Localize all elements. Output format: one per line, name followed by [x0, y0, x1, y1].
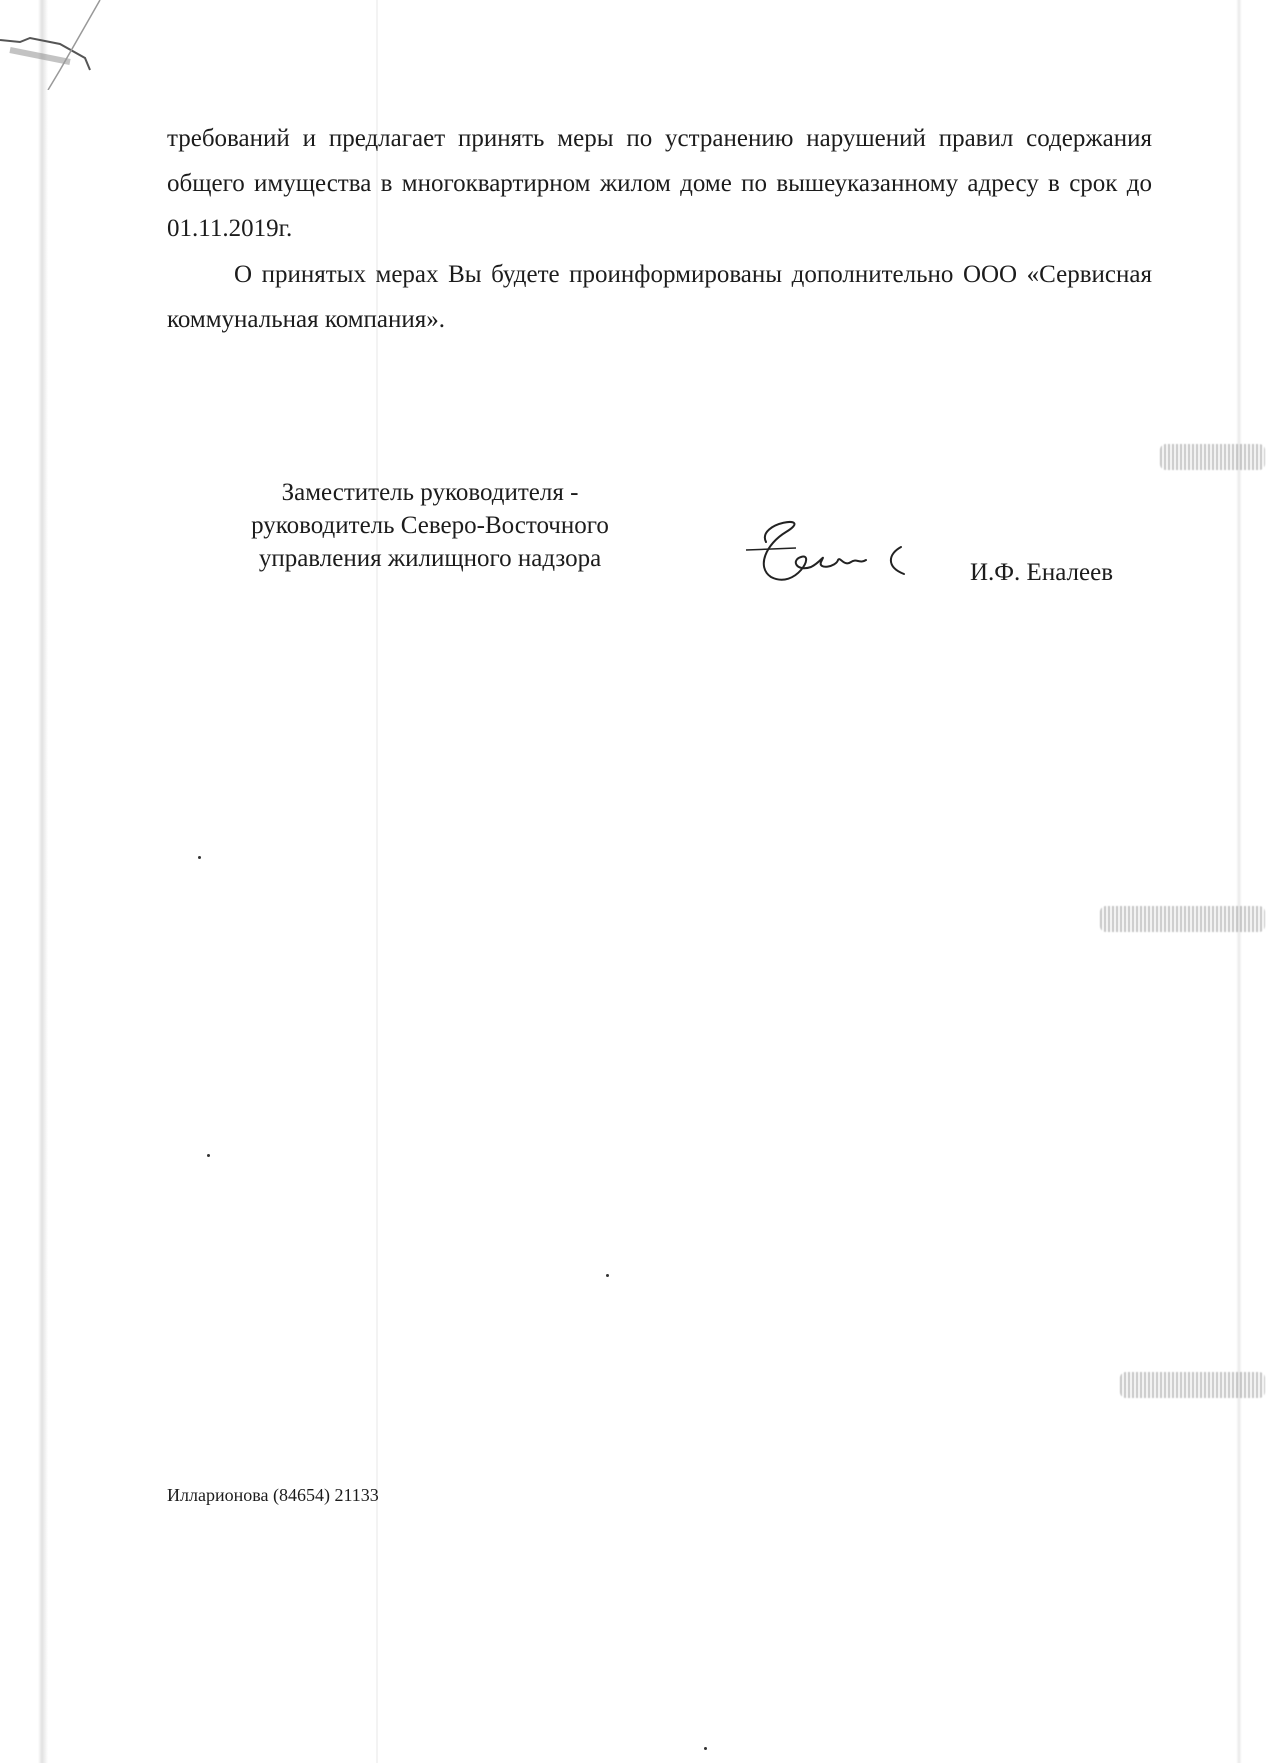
- scan-speck: [606, 1274, 609, 1277]
- scan-smudge: [1160, 444, 1265, 470]
- executor-contact: Илларионова (84654) 21133: [167, 1485, 379, 1505]
- letter-paragraph: О принятых мерах Вы будете проинформированы дополнительно ООО «Сервисная коммунальная компания».: [167, 261, 1152, 333]
- scan-speck: [207, 1154, 210, 1157]
- scan-smudge: [1100, 906, 1265, 932]
- scan-smudge: [1120, 1372, 1265, 1398]
- signer-name: И.Ф. Еналеев: [970, 559, 1113, 586]
- scan-speck: [704, 1747, 707, 1750]
- handwritten-signature-icon: [726, 512, 916, 592]
- signer-position-line: руководитель Северо-Восточного: [251, 512, 609, 539]
- signer-position-line: Заместитель руководителя -: [281, 479, 579, 506]
- scan-speck: [198, 856, 201, 859]
- signer-position-line: управления жилищного надзора: [258, 545, 602, 572]
- letter-paragraph: требований и предлагает принять меры по устранению нарушений правил содержания общего имущества в многоквартирном жилом доме по вышеуказанному адресу в срок до 01.11.2019г.: [167, 125, 1152, 242]
- staple-mark-icon: [0, 0, 120, 90]
- scan-edge-right: [1236, 0, 1242, 1763]
- signer-position: [220, 476, 640, 575]
- scan-edge-left: [38, 0, 48, 1763]
